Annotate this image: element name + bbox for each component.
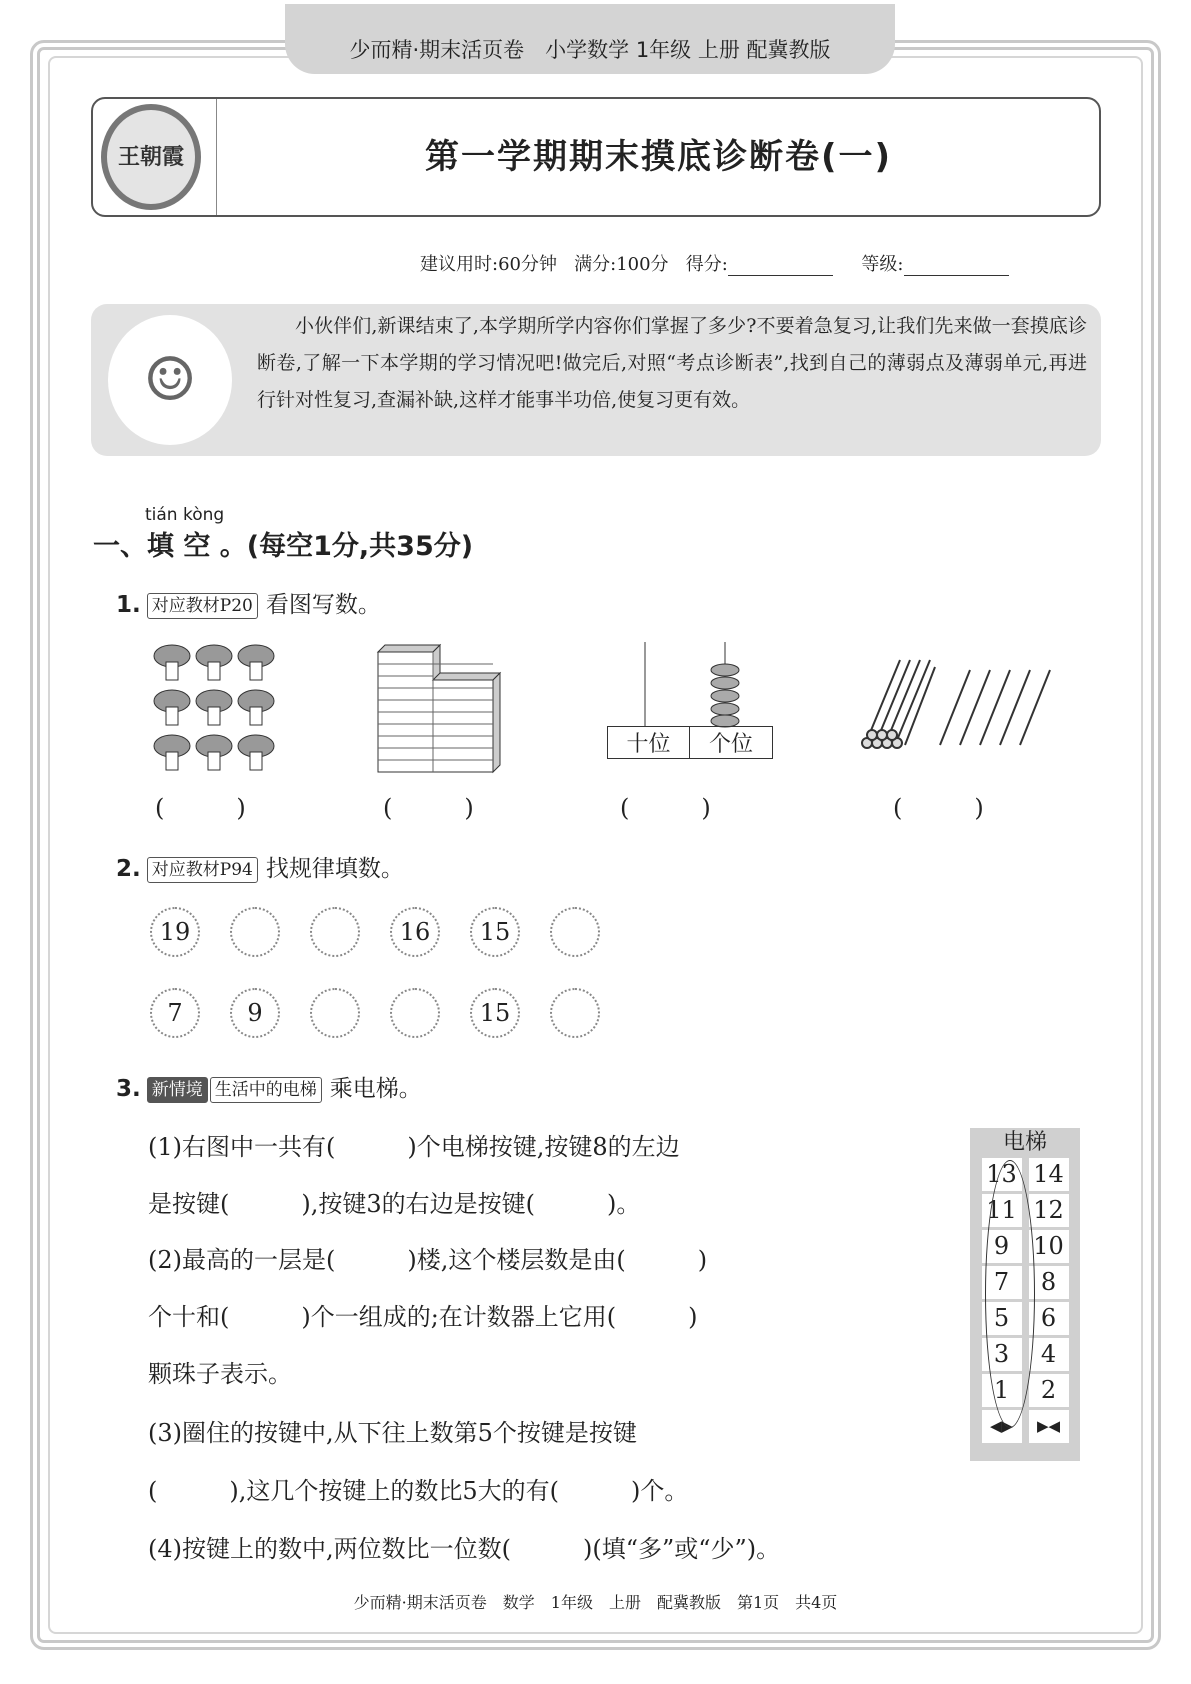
answer-blank-2[interactable]: ( ): [383, 794, 474, 822]
door-close-icon: ▶◀: [1029, 1410, 1069, 1443]
elevator-button: 12: [1029, 1194, 1069, 1227]
number-cell: 15: [470, 988, 520, 1038]
answer-blank-1[interactable]: ( ): [155, 794, 246, 822]
q3-line: 是按键( ),按键3的右边是按键( )。: [148, 1190, 641, 1218]
question-3: [116, 1070, 422, 1103]
question-2: [116, 850, 404, 883]
elevator-button: 6: [1029, 1302, 1069, 1335]
textbook-tag: 对应教材P20: [147, 593, 258, 619]
abacus-labels: [607, 726, 773, 759]
elevator-button: 4: [1029, 1338, 1069, 1371]
number-blank[interactable]: [230, 907, 280, 957]
circled-buttons-oval: [985, 1160, 1035, 1428]
elevator-button: 1: [982, 1374, 1022, 1407]
context-tag: 生活中的电梯: [210, 1077, 322, 1103]
question-text: 乘电梯。: [329, 1076, 422, 1102]
answer-blank-3[interactable]: ( ): [620, 794, 711, 822]
number-blank[interactable]: [550, 988, 600, 1038]
number-cell: 15: [470, 907, 520, 957]
question-1: [116, 586, 381, 619]
grade-label: 等级:: [861, 254, 904, 275]
number-blank[interactable]: [310, 907, 360, 957]
intro-text: 小伙伴们,新课结束了,本学期所学内容你们掌握了多少?不要着急复习,让我们先来做一套摸底诊断卷,了解一下本学期的学习情况吧!做完后,对照“考点诊断表”,找到自己的薄弱点及薄弱单元,再进行针对性复习,查漏补缺,这样才能事半功倍,使复习更有效。: [257, 315, 1087, 411]
number-blank[interactable]: [310, 988, 360, 1038]
elevator-button: 10: [1029, 1230, 1069, 1263]
score-field[interactable]: [728, 254, 833, 276]
elevator-title: 电梯: [1002, 1130, 1047, 1155]
sequence-row-1: [150, 907, 600, 957]
elevator-button: 5: [982, 1302, 1022, 1335]
elevator-button: 2: [1029, 1374, 1069, 1407]
elevator-button: 3: [982, 1338, 1022, 1371]
boy-avatar-icon: ☺: [108, 315, 232, 445]
grade-field[interactable]: [904, 254, 1009, 276]
elevator-button: 13: [982, 1158, 1022, 1191]
cube-stack-image: [375, 642, 505, 774]
q3-line: (3)圈住的按键中,从下往上数第5个按键是按键: [148, 1419, 637, 1447]
full-score-label: 满分:100分: [574, 254, 669, 275]
number-cell: 7: [150, 988, 200, 1038]
question-number: 1.: [116, 592, 141, 618]
question-text: 找规律填数。: [265, 856, 404, 882]
section-pinyin: tián kòng: [145, 505, 225, 525]
page-title: 第一学期期末摸底诊断卷(一): [424, 137, 893, 177]
number-cell: 16: [390, 907, 440, 957]
abacus-image: [605, 640, 765, 735]
question-number: 2.: [116, 856, 141, 882]
tens-label: 十位: [608, 727, 690, 758]
brand-logo: 王朝霞: [101, 104, 201, 210]
door-open-icon: ◀▶: [982, 1410, 1022, 1443]
question-text: 看图写数。: [265, 592, 381, 618]
number-blank[interactable]: [390, 988, 440, 1038]
number-cell: 19: [150, 907, 200, 957]
textbook-tag: 对应教材P94: [147, 857, 258, 883]
mushrooms-image: [152, 640, 287, 775]
sequence-row-2: [150, 988, 600, 1038]
series-header: 少而精·期末活页卷 小学数学 1年级 上册 配冀教版: [285, 4, 895, 74]
q3-line: (1)右图中一共有( )个电梯按键,按键8的左边: [148, 1133, 680, 1161]
score-label: 得分:: [685, 254, 728, 275]
elevator-button: 8: [1029, 1266, 1069, 1299]
page-footer: 少而精·期末活页卷 数学 1年级 上册 配冀教版 第1页 共4页: [353, 1593, 838, 1612]
q3-line: ( ),这几个按键上的数比5大的有( )个。: [148, 1477, 689, 1505]
elevator-button: 11: [982, 1194, 1022, 1227]
number-blank[interactable]: [550, 907, 600, 957]
exam-info: [420, 250, 1009, 276]
sticks-image: [855, 655, 1055, 755]
elevator-button: 7: [982, 1266, 1022, 1299]
number-cell: 9: [230, 988, 280, 1038]
section-title: 一、填 空 。(每空1分,共35分): [93, 531, 474, 562]
new-context-tag: 新情境: [147, 1077, 208, 1103]
elevator-button: 14: [1029, 1158, 1069, 1191]
question-number: 3.: [116, 1076, 141, 1102]
time-label: 建议用时:60分钟: [420, 254, 557, 275]
q3-line: (4)按键上的数中,两位数比一位数( )(填“多”或“少”)。: [148, 1535, 781, 1563]
answer-blank-4[interactable]: ( ): [893, 794, 984, 822]
ones-label: 个位: [708, 732, 753, 757]
elevator-button: 9: [982, 1230, 1022, 1263]
q3-line: 个十和( )个一组成的;在计数器上它用( ): [148, 1303, 698, 1331]
q3-line: 颗珠子表示。: [148, 1360, 292, 1388]
q3-line: (2)最高的一层是( )楼,这个楼层数是由( ): [148, 1246, 708, 1274]
